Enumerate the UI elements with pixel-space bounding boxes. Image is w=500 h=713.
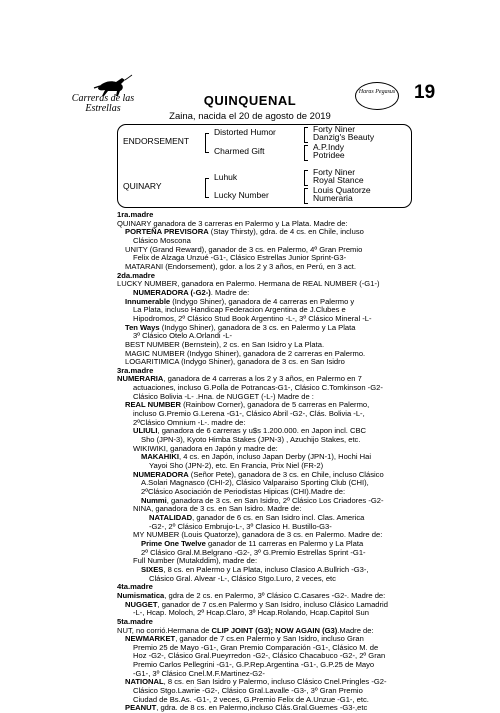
record-line: -L-, Hcap. Moloch, 2º Hcap.Claro, 3º Hcap.Rolando, Hcap.Capitol Sun: [133, 608, 370, 618]
ped-bracket: [304, 145, 308, 161]
record-line: -G1-, 3º Clásico Cnel.M.F.Martinez-G2-: [133, 668, 265, 678]
ped-sire-sire: Distorted Humor: [214, 127, 276, 137]
ped-sd-dam: Potridee: [313, 150, 345, 160]
ped-ds-sire: Forty Niner: [313, 167, 356, 177]
record-line: NUT, no corrió.Hermana de CLIP JOINT (G3); NOW AGAIN (G3).Madre de:: [117, 625, 374, 635]
ped-bracket: [205, 178, 209, 198]
record-line: NINA, ganadora de 3 cs. en San Isidro. Madre de:: [133, 504, 302, 514]
page-title: QUINQUENAL: [203, 93, 297, 108]
record-line: Yayoi Sho (JPN-2), etc. En Francia, Prix Niel (FR-2): [149, 461, 324, 471]
bold-name: REAL NUMBER: [125, 400, 181, 410]
record-line: NUMERADORA (Señor Pete), ganadora de 3 cs. en Chile, incluso Clásico: [133, 469, 384, 479]
ped-dam-sire: Luhuk: [214, 172, 238, 182]
record-line: Clásico Moscona: [133, 235, 191, 245]
record-line: Premio 25 de Mayo -G1-, Gran Premio Comparación -G1-, Clásico M. de: [133, 642, 379, 652]
record-line: Full Number (Mutakddim), madre de:: [133, 556, 258, 566]
record-line: Clásico Gral. Alvear -L-, Clásico Stgo.Luro, 2 veces, etc: [149, 573, 336, 583]
bold-name: Prime One Twelve: [141, 538, 206, 548]
record-line: -G2-, 2º Clásico Embrujo-L-, 3º Clasico H. Bustillo-G3-: [149, 521, 332, 531]
bold-name: NEWMARKET: [125, 634, 176, 644]
bold-name: NUMERARIA: [117, 374, 164, 384]
bold-name: Innumerable: [125, 296, 171, 306]
record-line: WIKIWIKI, ganadora en Japón y madre de:: [133, 443, 278, 453]
ped-sire-dam: Charmed Gift: [214, 146, 265, 156]
section-heading: 3ra.madre: [117, 365, 154, 375]
record-line: 2ºClásico Asociación de Periodistas Hipicas (CHI).Madre de:: [141, 487, 346, 496]
lot-number: 19: [414, 82, 436, 103]
record-line: Clásico Stgo.Lawrie -G2-, Clásico Gral.Lavalle -G3-, 3º Gran Premio: [133, 686, 363, 696]
record-line: actuaciones, incluso G.Polla de Potrancas-G1-, Clásico C.Tomkinson -G2-: [133, 383, 383, 393]
bold-name: MAKAHIKI: [141, 452, 179, 462]
bold-name: Numismatica: [117, 590, 165, 600]
section-heading: 5ta.madre: [117, 616, 153, 626]
ped-dd-sire: Louis Quatorze: [313, 185, 371, 195]
bold-name: ULIULI: [133, 426, 158, 436]
record-line: NUGGET, ganador de 7 cs.en Palermo y San Isidro, incluso Clásico Lamadrid: [125, 599, 388, 609]
produce-record: [117, 211, 457, 713]
ped-sd-sire: A.P.Indy: [313, 142, 345, 152]
ped-bracket: [304, 127, 308, 143]
record-line: SIXES, 8 cs. en Palermo y La Plata, incluso Clasico A.Bullrich -G3-,: [141, 564, 369, 574]
bold-name: PEANUT: [125, 703, 157, 713]
record-line: UNITY (Grand Reward), ganador de 3 cs. en Palermo, 4º Gran Premio: [125, 244, 363, 254]
record-line: Hipodromos, 2º Clásico Stud Book Argentino -L-, 3º Clásico Mineral -L-: [133, 313, 372, 323]
record-line: Sho (JPN-3), Kyoto Himba Stakes (JPN-3) , Azuchijo Stakes, etc.: [141, 435, 361, 445]
record-line: Premio Carlos Pellegrini -G1-, G.P.Rep.Argentina -G1-, G.P.25 de Mayo: [133, 660, 375, 670]
record-line: ULIULI, ganadora de 6 carreras y u$s 1.200.000. en Japon incl. CBC: [133, 426, 367, 436]
record-line: PEANUT, gdra. de 8 cs. en Palermo,incluso Clás.Gral.Guemes -G3-,etc: [125, 703, 368, 713]
logo-ring: [355, 82, 399, 110]
ped-dam-dam: Lucky Number: [214, 190, 269, 200]
record-line: 2ºClásico Omnium -L-. madre de:: [133, 417, 246, 427]
bold-name: Ten Ways: [125, 322, 160, 332]
section-heading: 2da.madre: [117, 270, 155, 280]
bold-name: NATIONAL: [125, 677, 164, 687]
record-line: LOGARITIMICA (Indygo Shiner), ganadora de 3 cs. en San Isidro: [125, 357, 345, 367]
section-heading: 4ta.madre: [117, 582, 153, 592]
bold-name: NATALIDAD: [149, 512, 193, 522]
bold-name: Nummi: [141, 495, 167, 505]
record-line: MY NUMBER (Louis Quatorze), ganadora de 3 cs. en Palermo. Madre de:: [133, 530, 383, 540]
record-line: NUMERADORA (-G2-). Madre de:: [133, 287, 250, 297]
record-line: Ten Ways (Indygo Shiner), ganadora de 3 cs. en Palermo y La Plata: [125, 322, 356, 332]
record-line: LUCKY NUMBER, ganadora en Palermo. Hermana de REAL NUMBER (-G1-): [117, 279, 380, 289]
ped-ss-sire: Forty Niner: [313, 124, 356, 134]
record-line: A.Solari Magnasco (CHI-2), Clásico Valparaiso Sporting Club (CHI),: [141, 478, 369, 488]
bold-name: NUGGET: [125, 599, 158, 609]
record-line: NATIONAL, 8 cs. en San Isidro y Palermo, incluso Clásico Cnel.Pringles -G2-: [125, 677, 387, 687]
record-line: MAKAHIKI, 4 cs. en Japón, incluso Japan Derby (JPN-1), Hochi Hai: [141, 452, 372, 462]
section-heading: 1ra.madre: [117, 210, 154, 219]
record-line: NATALIDAD, ganador de 6 cs. en San Isidro incl. Clas. America: [149, 512, 365, 522]
ped-dd-dam: Numeraria: [313, 193, 353, 203]
ped-bracket: [205, 133, 209, 153]
record-line: 3º Clásico Otelo A.Orlandi -L-: [133, 331, 233, 341]
record-line: Clásico Bolivia -L- .Hna. de NUGGET (-L-) Madre de :: [133, 391, 314, 401]
record-line: PORTEÑA PREVISORA (Stay Thirsty), gdra. de 4 cs. en Chile, incluso: [125, 227, 364, 237]
record-line: Nummi, ganadora de 3 cs. en San Isidro, 2º Clásico Los Criadores -G2-: [141, 495, 384, 505]
record-line: 2º Clásico Gral.M.Belgrano -G2-, 3º G.Premio Estrellas Sprint -G1-: [141, 547, 366, 557]
record-line: NUMERARIA, ganadora de 4 carreras a los 2 y 3 años, en Palermo en 7: [117, 374, 362, 384]
bold-name: CLIP JOINT (G3); NOW AGAIN (G3): [211, 625, 338, 635]
logo-text: Carreras de las Estrellas: [71, 93, 135, 114]
ped-ds-dam: Royal Stance: [313, 175, 364, 185]
record-line: Hoz -G2-, Clásico Gral.Pueyrredon -G2-, Clásico Chacabuco -G2-, 2º Gran: [133, 651, 386, 661]
record-line: MATARANI (Endorsement), gdor. a los 2 y 3 años, en Perú, en 3 act.: [125, 261, 357, 271]
page-subtitle: Zaina, nacida el 20 de agosto de 2019: [169, 111, 331, 122]
record-line: Numismatica, gdra de 2 cs. en Palermo, 3º Clásico C.Casares -G2-. Madre de:: [117, 590, 386, 600]
record-line: incluso G.Premio G.Lerena -G1-, Clásico Abril -G2-, Clás. Bolivia -L-,: [133, 409, 365, 419]
ped-dam: QUINARY: [123, 181, 162, 191]
record-line: REAL NUMBER (Rainbow Corner), ganadora de 5 carreras en Palermo,: [125, 400, 370, 410]
record-line: La Plata, incluso Handicap Federacion Argentina de J.Clubes e: [133, 305, 346, 315]
bold-name: NUMERADORA: [133, 469, 189, 479]
haras-logo: [355, 82, 399, 112]
bold-name: PORTEÑA PREVISORA: [125, 227, 209, 237]
record-line: MAGIC NUMBER (Indygo Shiner), ganadora de 2 carreras en Palermo.: [125, 348, 366, 358]
ped-sire: ENDORSEMENT: [123, 136, 190, 146]
ped-ss-dam: Danzig's Beauty: [313, 132, 375, 142]
record-line: Innumerable (Indygo Shiner), ganadora de 4 carreras en Palermo y: [125, 296, 355, 306]
haras-logo-text: Haras Pegasus: [358, 89, 396, 95]
record-line: QUINARY ganadora de 3 carreras en Palermo y La Plata. Madre de:: [117, 218, 348, 228]
record-line: NEWMARKET, ganador de 7 cs.en Palermo y San Isidro, incluso Gran: [125, 634, 364, 644]
record-line: BEST NUMBER (Bernstein), 2 cs. en San Isidro y La Plata.: [125, 339, 325, 349]
bold-name: SIXES: [141, 564, 164, 574]
ped-bracket: [304, 188, 308, 204]
ped-bracket: [304, 170, 308, 186]
record-line: Ciudad de Bs.As. -G1-, 2 veces, G.Premio Felix de A.Unzue -G1-, etc.: [133, 694, 369, 704]
record-line: Felix de Alzaga Unzué -G1-, Clásico Estrellas Junior Sprint-G3-: [133, 253, 347, 263]
record-line: Prime One Twelve ganador de 11 carreras en Palermo y La Plata: [141, 538, 364, 548]
bold-name: NUMERADORA (-G2-): [133, 287, 211, 297]
